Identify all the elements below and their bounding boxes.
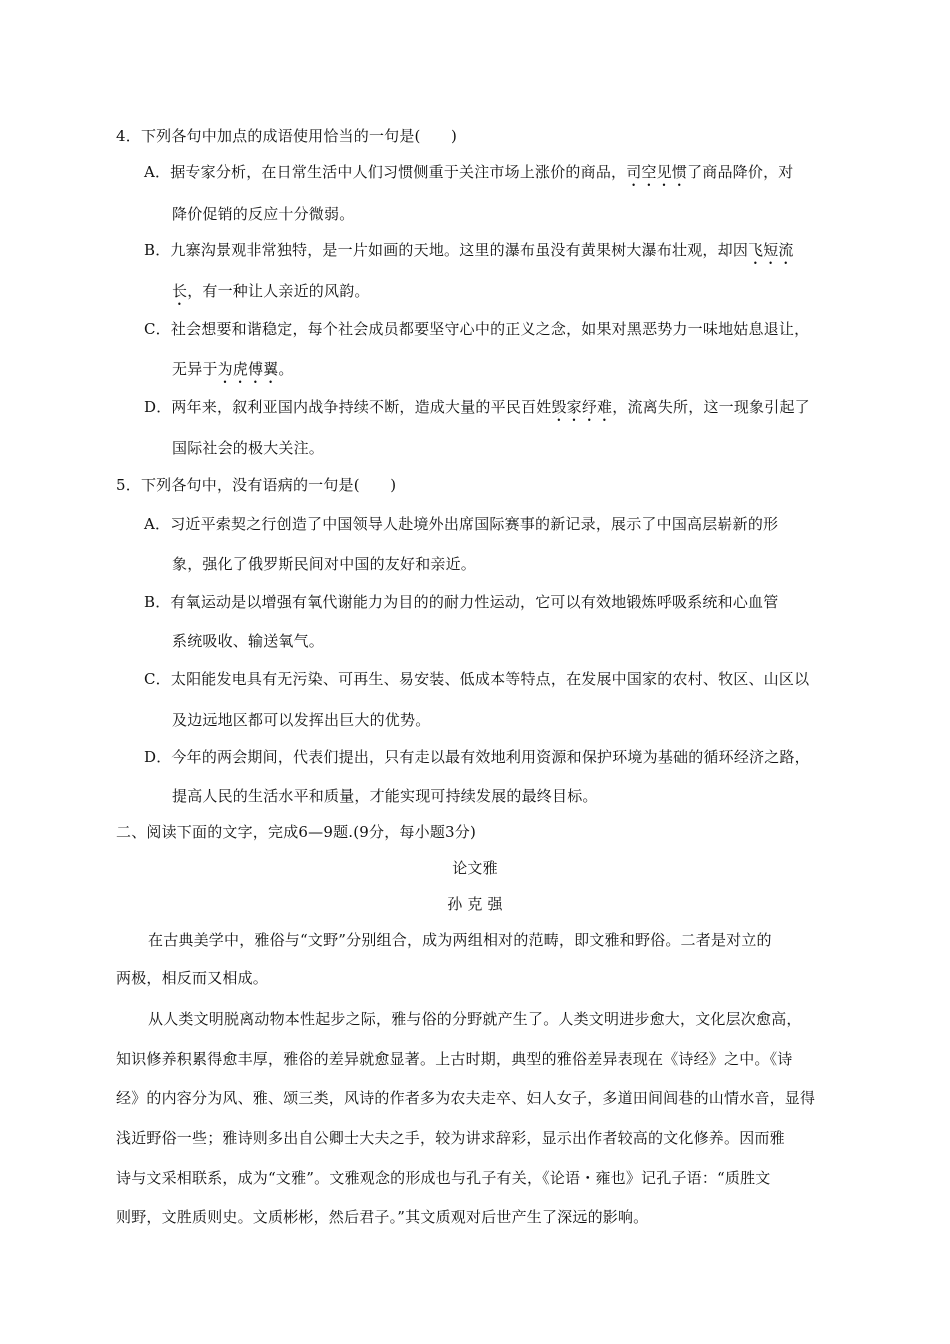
paragraph1-line2: 两极，相反而又相成。 <box>116 969 269 987</box>
section2-heading: 二、阅读下面的文字，完成6—9题.(9分，每小题3分) <box>116 823 477 841</box>
article-title: 论文雅 <box>452 859 498 877</box>
paragraph2-line1: 从人类文明脱离动物本性起步之际，雅与俗的分野就产生了。人类文明进步愈大，文化层次愈高， <box>148 1010 802 1028</box>
paragraph2-line3: 经》的内容分为风、雅、颂三类，风诗的作者多为农夫走卒、妇人女子，多道田间闾巷的山情水音，显得 <box>116 1089 816 1107</box>
q4-a-text-post: 了商品降价，对 <box>687 163 794 181</box>
q5-option-b-line1: B．有氧运动是以增强有氧代谢能力为目的的耐力性运动，它可以有效地锻炼呼吸系统和心血管 <box>144 593 779 611</box>
q5-option-a-line1: A．习近平索契之行创造了中国领导人赴境外出席国际赛事的新记录，展示了中国高层崭新的形 <box>144 515 779 533</box>
q5-option-d-line2: 提高人民的生活水平和质量，才能实现可持续发展的最终目标。 <box>172 787 598 805</box>
q5-option-c-line1: C．太阳能发电具有无污染、可再生、易安装、低成本等特点，在发展中国家的农村、牧区、山区以 <box>144 670 810 688</box>
q5-option-b-line2: 系统吸收、输送氧气。 <box>172 632 325 650</box>
q4-option-d-line2: 国际社会的极大关注。 <box>172 439 325 457</box>
paragraph2-line6: 则野，文胜质则史。文质彬彬，然后君子。”其文质观对后世产生了深远的影响。 <box>116 1208 649 1226</box>
q5-option-d-line1: D．今年的两会期间，代表们提出，只有走以最有效地利用资源和保护环境为基础的循环经济之路， <box>144 748 810 766</box>
q4-option-a-line1 <box>144 162 793 190</box>
q4-stem: 4．下列各句中加点的成语使用恰当的一句是( ) <box>116 127 458 145</box>
q4-option-d-line1 <box>144 397 810 425</box>
q4-b-idiom-part2: 长 <box>172 282 188 300</box>
q4-c-text-pre: 无异于 <box>172 360 218 378</box>
q4-b-idiom-part1: 飞短流 <box>748 241 794 259</box>
q4-d-text-pre: D．两年来，叙利亚国内战争持续不断，造成大量的平民百姓 <box>144 398 552 416</box>
q4-c-text-post: 。 <box>278 360 294 378</box>
q4-a-text-pre: A．据专家分析，在日常生活中人们习惯侧重于关注市场上涨价的商品， <box>144 163 627 181</box>
paragraph2-line2: 知识修养积累得愈丰厚，雅俗的差异就愈显著。上古时期，典型的雅俗差异表现在《诗经》之中。《诗 <box>116 1050 793 1068</box>
paragraph2-line4: 浅近野俗一些；雅诗则多出自公卿士大夫之手，较为讲求辞彩，显示出作者较高的文化修养。因而雅 <box>116 1129 785 1147</box>
q4-option-b-line1 <box>144 240 794 268</box>
paragraph1-line1: 在古典美学中，雅俗与“文野”分别组合，成为两组相对的范畴，即文雅和野俗。二者是对立的 <box>148 931 772 949</box>
q4-d-text-post: ，流离失所，这一现象引起了 <box>612 398 810 416</box>
q4-option-a-line2: 降价促销的反应十分微弱。 <box>172 205 355 223</box>
q5-option-c-line2: 及边远地区都可以发挥出巨大的优势。 <box>172 711 431 729</box>
q5-option-a-line2: 象，强化了俄罗斯民间对中国的友好和亲近。 <box>172 555 477 573</box>
q4-c-idiom: 为虎傅翼 <box>217 360 279 378</box>
q4-option-c-line1: C．社会想要和谐稳定，每个社会成员都要坚守心中的正义之念，如果对黑恶势力一味地姑息退让， <box>144 320 810 338</box>
q4-b-text-pre: B．九寨沟景观非常独特，是一片如画的天地。这里的瀑布虽没有黄果树大瀑布壮观，却因 <box>144 241 749 259</box>
q4-option-b-line2 <box>172 281 370 309</box>
q4-option-c-line2 <box>172 359 294 387</box>
q4-a-idiom: 司空见惯 <box>626 163 688 181</box>
q5-stem: 5．下列各句中，没有语病的一句是( ) <box>116 476 397 494</box>
q4-d-idiom: 毁家纾难 <box>551 398 613 416</box>
article-author: 孙 克 强 <box>447 895 503 913</box>
q4-b-text-post: ，有一种让人亲近的风韵。 <box>187 282 370 300</box>
paragraph2-line5: 诗与文采相联系，成为“文雅”。文雅观念的形成也与孔子有关，《论语・雍也》记孔子语：“质胜文 <box>116 1169 771 1187</box>
